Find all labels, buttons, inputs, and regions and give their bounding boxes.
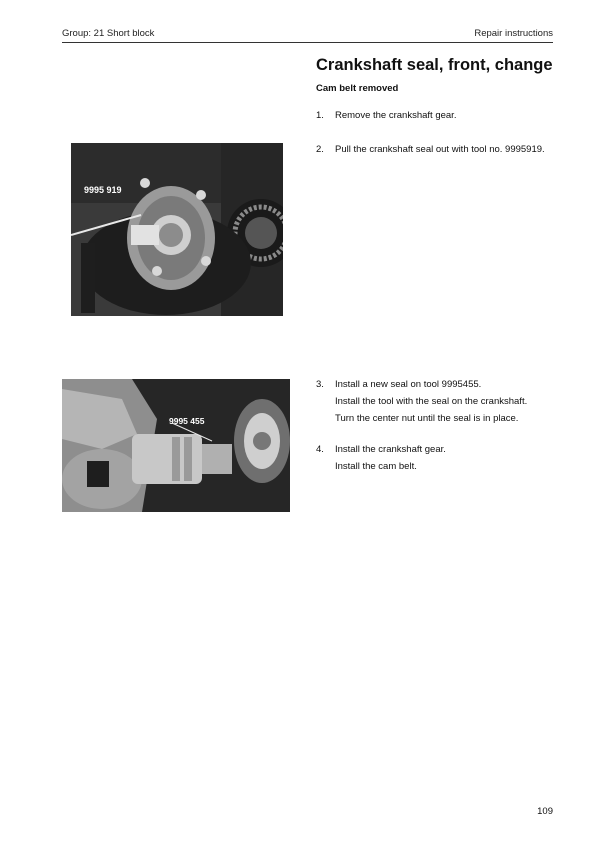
step-number: 2. [316, 144, 324, 155]
header-section: Repair instructions [474, 28, 553, 39]
step-number: 4. [316, 444, 324, 455]
step-text: Install a new seal on tool 9995455. [335, 379, 482, 390]
header-group: Group: 21 Short block [62, 28, 155, 39]
step-text: Install the cam belt. [335, 461, 417, 472]
step-number: 1. [316, 110, 324, 121]
page-title: Crankshaft seal, front, change [316, 56, 553, 74]
step-text: Remove the crankshaft gear. [335, 110, 457, 121]
figure-2-tool-label: 9995 455 [169, 416, 205, 426]
step-number: 3. [316, 379, 324, 390]
figure-1-tool-label: 9995 919 [84, 185, 122, 195]
header-rule [62, 42, 553, 43]
step-text: Pull the crankshaft seal out with tool no. 9995919. [335, 144, 545, 155]
page-subtitle: Cam belt removed [316, 83, 399, 94]
figure-seal-puller-photo [71, 143, 283, 316]
page-number: 109 [537, 806, 553, 817]
figure-seal-installer-photo [62, 379, 290, 512]
step-text: Install the crankshaft gear. [335, 444, 446, 455]
step-text: Turn the center nut until the seal is in place. [335, 413, 519, 424]
step-text: Install the tool with the seal on the crankshaft. [335, 396, 528, 407]
